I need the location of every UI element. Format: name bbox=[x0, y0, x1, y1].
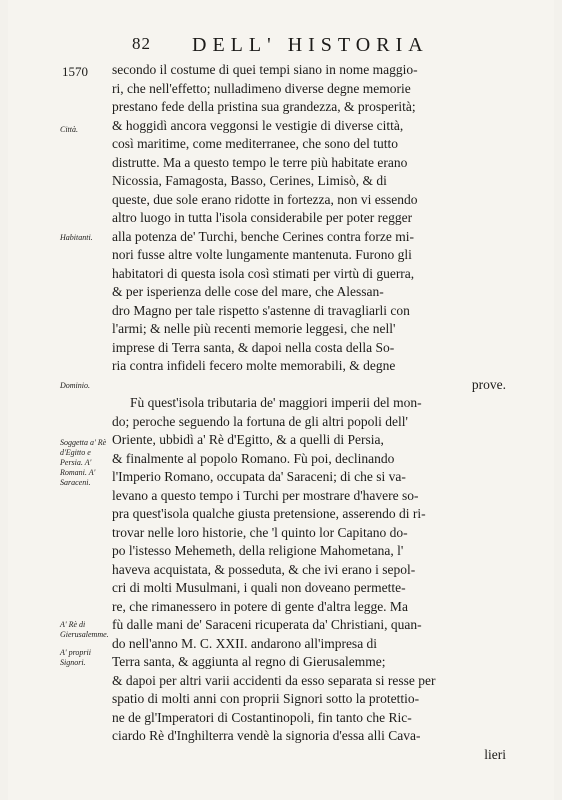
text-line: prestano fede della pristina sua grandezza, & prosperità; bbox=[112, 99, 416, 114]
margin-note-citta: Città. bbox=[60, 125, 79, 134]
margin-note-dominio: Dominio. bbox=[60, 381, 90, 390]
text-line: così maritime, come mediterranee, che sono del tutto bbox=[112, 136, 399, 151]
text-line: Oriente, ubbidì a' Rè d'Egitto, & a quelli di Persia, bbox=[112, 432, 384, 447]
text-line: habitatori di questa isola così stimati per virtù di guerra, bbox=[112, 265, 415, 281]
text-line: & dapoi per altri varii accidenti da esso separata si resse per bbox=[112, 672, 436, 688]
text-line: alla potenza de' Turchi, benche Cerines contra forze mi- bbox=[112, 228, 414, 244]
text-line: pra quest'isola qualche giusta pretensione, asserendo di ri- bbox=[112, 506, 426, 521]
text-line: imprese di Terra santa, & dapoi nella costa della So- bbox=[112, 339, 395, 355]
text-line: l'Imperio Romano, occupata da' Saraceni; di che si va- bbox=[112, 469, 406, 484]
text-line: nori fusse altre volte lungamente mantenuta. Furono gli bbox=[112, 247, 412, 262]
text-line: prove. bbox=[471, 376, 506, 392]
margin-year: 1570 bbox=[62, 64, 88, 79]
text-line: dro Magno per tale rispetto s'astenne di travagliarli con bbox=[112, 302, 410, 318]
text-line: secondo il costume di quei tempi siano in nome maggio- bbox=[112, 62, 418, 77]
text-line: do; peroche seguendo la fortuna de gli altri popoli dell' bbox=[112, 413, 408, 429]
text-line: po l'istesso Mehemeth, della religione Mahometana, l' bbox=[112, 543, 404, 558]
text-line: trovar nelle loro historie, che 'l quinto lor Capitano do- bbox=[112, 524, 408, 540]
text-line: Nicossia, Famagosta, Basso, Cerines, Limisò, & di bbox=[112, 173, 387, 188]
catchword: lieri bbox=[484, 746, 506, 762]
running-title: DELL' HISTORIA bbox=[192, 34, 429, 56]
margin-note-proprii-signori: A' proprii Signori. bbox=[60, 648, 91, 667]
text-line: & finalmente al popolo Romano. Fù poi, declinando bbox=[112, 450, 395, 466]
text-line: ciardo Rè d'Inghilterra vendè la signoria d'essa alli Cava- bbox=[112, 728, 421, 743]
text-line: re, che rimanessero in potere di gente d'altra legge. Ma bbox=[112, 598, 408, 614]
text-line: & hoggidì ancora veggonsi le vestigie di diverse città, bbox=[112, 117, 404, 133]
text-line: fù dalle mani de' Saraceni ricuperata da' Christiani, quan- bbox=[112, 617, 422, 632]
body-text bbox=[112, 61, 506, 764]
text-line: ne de gl'Imperatori di Costantinopoli, fin tanto che Ric- bbox=[112, 709, 412, 725]
text-line: ria contra infideli fecero molte memorabili, & degne bbox=[112, 358, 396, 373]
text-line: ri, che nell'effetto; nulladimeno diverse degne memorie bbox=[112, 80, 411, 96]
text-line: distrutte. Ma a questo tempo le terre più habitate erano bbox=[112, 154, 408, 170]
text-line: spatio di molti anni con proprii Signori sotto la protettio- bbox=[112, 691, 420, 706]
text-line: l'armi; & nelle più recenti memorie leggesi, che nell' bbox=[112, 321, 396, 336]
page-header bbox=[8, 34, 554, 58]
text-line: queste, due sole erano ridotte in fortezza, non vi essendo bbox=[112, 191, 418, 207]
text-line: levano a questo tempo i Turchi per mostrare d'havere so- bbox=[112, 487, 419, 503]
page-number: 82 bbox=[132, 34, 151, 53]
text-line: altro luogo in tutta l'isola considerabile per poter regger bbox=[112, 210, 413, 225]
margin-note-gierusalemme: A' Rè di Gierusalemme. bbox=[60, 620, 109, 639]
text-line: do nell'anno M. C. XXII. andarono all'impresa di bbox=[112, 635, 378, 651]
book-page bbox=[8, 0, 554, 800]
text-line: haveva acquistata, & posseduta, & che ivi erano i sepol- bbox=[112, 561, 416, 577]
margin-note-habitanti: Habitanti. bbox=[60, 233, 93, 242]
text-line: Terra santa, & aggiunta al regno di Gierusalemme; bbox=[112, 654, 386, 669]
text-line: & per isperienza delle cose del mare, che Alessan- bbox=[112, 284, 384, 299]
paragraph-start-line: Fù quest'isola tributaria de' maggiori imperii del mon- bbox=[130, 395, 422, 410]
text-line: cri di molti Musulmani, i quali non doveano permette- bbox=[112, 580, 406, 595]
margin-note-soggetta: Soggetta a' Rè d'Egitto e Persia. A' Romani. A' Saraceni. bbox=[60, 438, 107, 487]
